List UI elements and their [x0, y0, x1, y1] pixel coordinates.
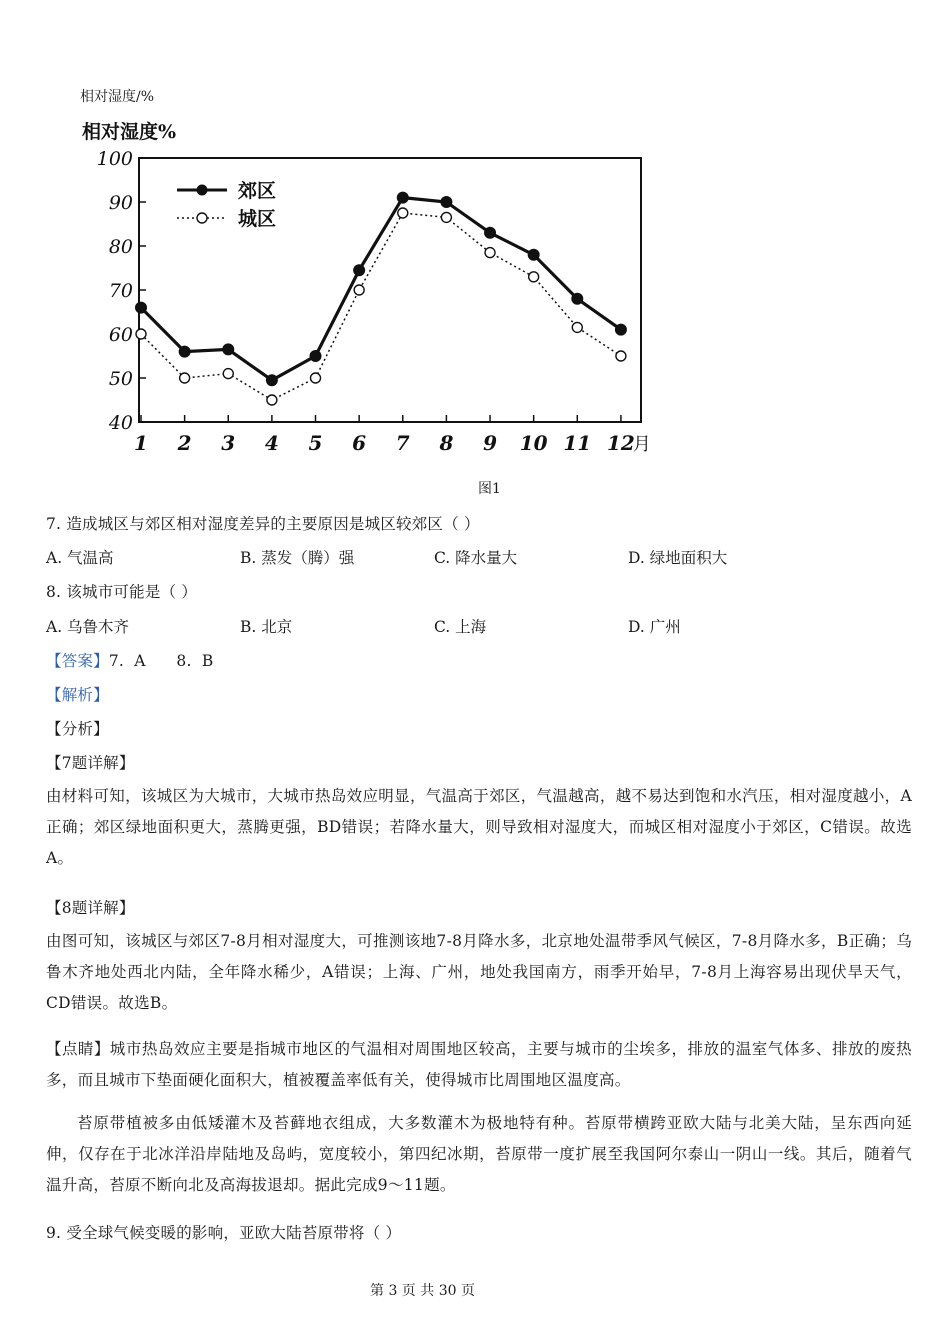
q8-option-a: A. 乌鲁木齐 [46, 618, 130, 636]
answer-text: 7. A 8. B [108, 652, 214, 670]
data-point-urban [529, 272, 539, 282]
data-point-urban [223, 369, 233, 379]
y-tick-label: 60 [108, 324, 133, 346]
figure-label: 图1 [478, 481, 501, 497]
legend-marker-suburb [197, 185, 208, 196]
q7-option-c: C. 降水量大 [434, 549, 518, 567]
data-point-urban [136, 329, 146, 339]
q8-option-d: D. 广州 [628, 618, 681, 636]
answer-line [46, 649, 213, 671]
x-tick-label: 12 [606, 431, 635, 455]
question-8-stem: 8. 该城市可能是（ ） [46, 583, 198, 601]
x-tick-label: 3 [221, 431, 236, 455]
x-tick-label: 10 [519, 431, 548, 455]
q7-option-d: D. 绿地面积大 [628, 549, 728, 567]
data-point-urban [398, 208, 408, 218]
data-point-urban [354, 285, 364, 295]
data-point-suburb [354, 265, 365, 276]
plot-frame [139, 158, 641, 422]
chart-title: 相对湿度% [82, 121, 177, 143]
q7-option-b: B. 蒸发（腾）强 [240, 549, 355, 567]
series-line-urban [141, 213, 621, 400]
jiexi-heading: 【解析】 [46, 686, 109, 704]
passage-text: 苔原带植被多由低矮灌木及苔藓地衣组成，大多数灌木为极地特有种。苔原带横跨亚欧大陆与北美大陆，呈东西向延伸，仅存在于北冰洋沿岸陆地及岛屿，宽度较小，第四纪冰期，苔原带一度扩展至我国阿尔泰山一阴山一线。其后，随着气温升高，苔原不断向北及高海拔退却。据此完成9～11题。 [46, 1114, 912, 1194]
dianjing-block [46, 1034, 912, 1096]
answer-label: 【答案】 [46, 652, 109, 670]
figure-caption-top: 相对湿度/% [80, 89, 155, 105]
data-point-suburb [572, 293, 583, 304]
data-point-suburb [223, 344, 234, 355]
dianjing-label: 【点睛】 [46, 1040, 110, 1058]
q8-detail-heading: 【8题详解】 [46, 899, 135, 917]
data-point-suburb [528, 249, 539, 260]
y-tick-label: 90 [108, 192, 133, 214]
series-line-suburb [141, 198, 621, 381]
data-point-suburb [441, 197, 452, 208]
humidity-line-chart [70, 110, 690, 470]
x-tick-label: 9 [483, 431, 497, 455]
legend-label-urban: 城区 [238, 208, 277, 230]
x-tick-label: 4 [264, 431, 279, 455]
data-point-urban [180, 373, 190, 383]
data-point-urban [485, 248, 495, 258]
y-tick-label: 50 [108, 368, 133, 390]
data-point-urban [441, 212, 451, 222]
question-7-stem: 7. 造成城区与郊区相对湿度差异的主要原因是城区较郊区（ ） [46, 515, 480, 533]
x-tick-label: 2 [177, 431, 192, 455]
data-point-suburb [615, 324, 626, 335]
q7-option-a: A. 气温高 [46, 549, 114, 567]
data-point-urban [616, 351, 626, 361]
x-tick-label: 1 [134, 431, 148, 455]
q8-detail-text: 由图可知，该城区与郊区7-8月相对湿度大，可推测该地7-8月降水多，北京地处温带季风气候区，7-8月降水多，B正确；乌鲁木齐地处西北内陆，全年降水稀少，A错误；上海、广州，地处我国南方，雨季开始早，7-8月上海容易出现伏旱天气，CD错误。故选B。 [46, 932, 912, 1012]
dianjing-text: 城市热岛效应主要是指城市地区的气温相对周围地区较高，主要与城市的尘埃多，排放的温室气体多、排放的废热多，而且城市下垫面硬化面积大，植被覆盖率低有关，使得城市比周围地区温度高。 [46, 1040, 912, 1089]
x-tick-label: 7 [395, 431, 410, 455]
y-tick-label: 80 [108, 236, 133, 258]
x-tick-label: 11 [563, 431, 592, 455]
legend-marker-urban [197, 213, 207, 223]
data-point-suburb [136, 302, 147, 313]
page-footer: 第 3 页 共 30 页 [370, 1283, 475, 1299]
y-tick-label: 70 [108, 280, 133, 302]
question-9-stem: 9. 受全球气候变暖的影响，亚欧大陆苔原带将（ ） [46, 1224, 402, 1242]
legend-label-suburb: 郊区 [238, 180, 277, 202]
data-point-urban [572, 322, 582, 332]
x-unit-label: 月 [632, 434, 651, 455]
data-point-suburb [266, 375, 277, 386]
q8-option-b: B. 北京 [240, 618, 293, 636]
q7-detail-text: 由材料可知，该城区为大城市，大城市热岛效应明显，气温高于郊区，气温越高，越不易达到饱和水汽压，相对湿度越小，A正确；郊区绿地面积更大，蒸腾更强，BD错误；若降水量大，则导致相对湿度大，而城区相对湿度小于郊区，C错误。故选A。 [46, 787, 912, 867]
data-point-urban [311, 373, 321, 383]
data-point-urban [267, 395, 277, 405]
data-point-suburb [485, 227, 496, 238]
y-tick-label: 40 [108, 412, 133, 434]
y-tick-label: 100 [96, 148, 133, 170]
data-point-suburb [310, 351, 321, 362]
data-point-suburb [397, 192, 408, 203]
x-tick-label: 5 [308, 431, 323, 455]
fenxi-heading: 【分析】 [46, 720, 109, 738]
q7-detail-heading: 【7题详解】 [46, 754, 135, 772]
data-point-suburb [179, 346, 190, 357]
x-tick-label: 8 [439, 431, 454, 455]
x-tick-label: 6 [352, 431, 367, 455]
q8-option-c: C. 上海 [434, 618, 487, 636]
